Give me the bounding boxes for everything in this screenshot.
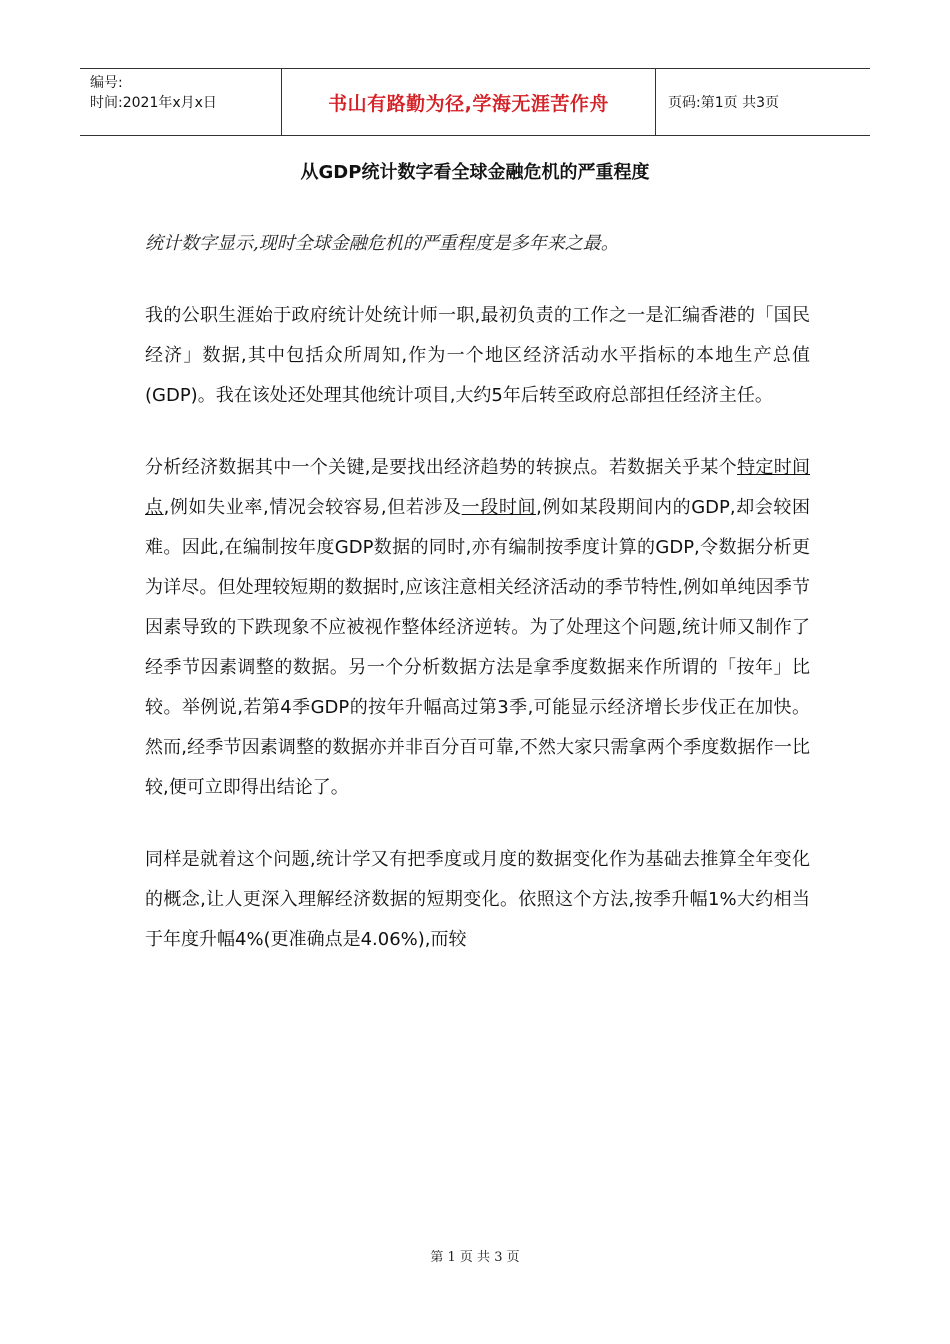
paragraph-1: 我的公职生涯始于政府统计处统计师一职,最初负责的工作之一是汇编香港的「国民经济」数据,其中包括众所周知,作为一个地区经济活动水平指标的本地生产总值(GDP)。我在该处还处理其他统计项目,大约5年后转至政府总部担任经济主任。 (145, 305, 810, 406)
paragraph-3: 同样是就着这个问题,统计学又有把季度或月度的数据变化作为基础去推算全年变化的概念,让人更深入理解经济数据的短期变化。依照这个方法,按季升幅1%大约相当于年度升幅4%(更准确点是4.06%),而较 (145, 849, 810, 950)
paragraph-2-text-c: ,例如某段期间内的GDP,却会较困难。因此,在编制按年度GDP数据的同时,亦有编制按季度计算的GDP,令数据分析更为详尽。但处理较短期的数据时,应该注意相关经济活动的季节特性,例如单纯因季节因素导致的下跌现象不应被视作整体经济逆转。为了处理这个问题,统计师又制作了经季节因素调整的数据。另一个分析数据方法是拿季度数据来作所谓的「按年」比较。举例说,若第4季GDP的按年升幅高过第3季,可能显示经济增长步伐正在加快。然而,经季节因素调整的数据亦并非百分百可靠,不然大家只需拿两个季度数据作一比较,便可立即得出结论了。 (145, 497, 811, 798)
paragraph-2-text-a: 分析经济数据其中一个关键,是要找出经济趋势的转捩点。若数据关乎某个 (145, 457, 738, 478)
page-footer: 第 1 页 共 3 页 (430, 1250, 520, 1265)
underlined-phrase-specific-time-point: 特定时间点 (145, 457, 811, 518)
header-meta (80, 69, 282, 135)
document-number-label: 编号: (90, 75, 123, 91)
header-page-info: 页码:第1页 共3页 (668, 95, 779, 111)
paragraph-2 (145, 448, 810, 808)
header-motto: 书山有路勤为径,学海无涯苦作舟 (282, 69, 656, 135)
page-header (80, 68, 870, 136)
document-time-label: 时间:2021年x月x日 (90, 95, 217, 111)
document-body (145, 224, 810, 992)
underlined-phrase-period-of-time: 一段时间 (461, 497, 537, 518)
paragraph-2-text-b: ,例如失业率,情况会较容易,但若涉及 (163, 497, 462, 518)
document-title: 从GDP统计数字看全球金融危机的严重程度 (300, 162, 650, 183)
lead-paragraph: 统计数字显示,现时全球金融危机的严重程度是多年来之最。 (145, 233, 619, 254)
